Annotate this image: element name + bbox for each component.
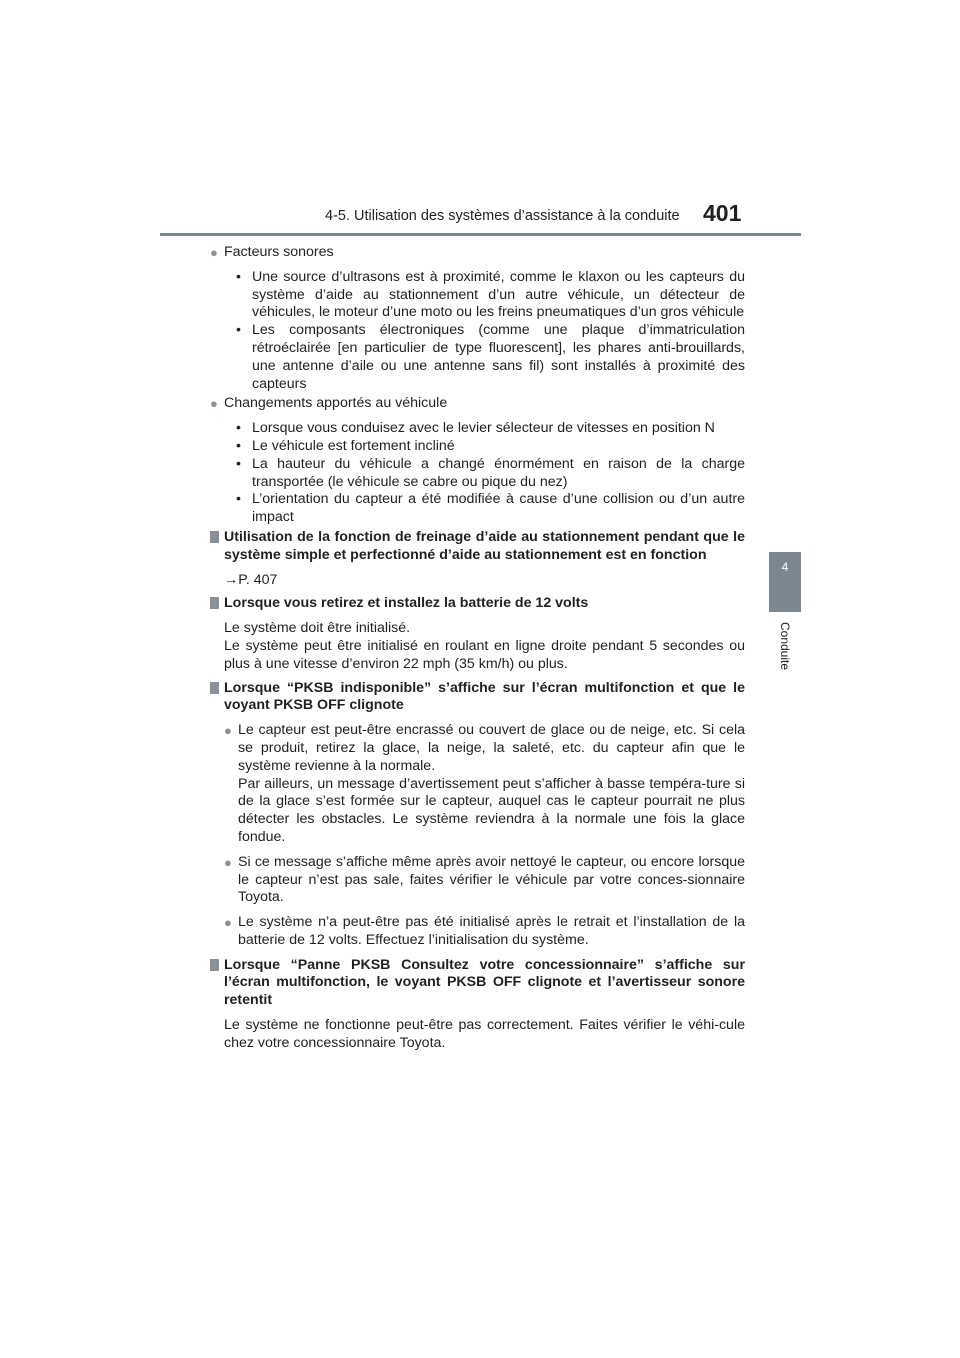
bullet-text: Le système n’a peut-être pas été initialisé après le retrait et l’installation de la batterie de 12 volts. Effectuez l’initialisation du système. (238, 914, 745, 948)
bullet-item (224, 722, 745, 847)
list-item-text: Une source d’ultrasons est à proximité, comme le klaxon ou les capteurs du système d’aide au stationnement d’un autre véhicule, un détecteur de véhicules, le moteur d’une moto ou les freins pneumatiques d’un gros véhicule (252, 268, 745, 321)
chapter-label (769, 612, 801, 682)
bullet-text: Si ce message s’affiche même après avoir nettoyé le capteur, ou encore lorsque le capteur n’est pas sale, faites vérifier le véhicule par votre conces-sionnaire Toyota. (238, 853, 745, 906)
page-content (210, 244, 745, 1059)
section-heading (210, 957, 745, 1010)
section-heading-text: Lorsque “PKSB indisponible” s’affiche sur l’écran multifonction et que le voyant PKSB OFF clignote (224, 679, 745, 714)
dot-icon: • (236, 437, 241, 454)
list-item (236, 438, 745, 456)
sublist-noise (210, 269, 745, 394)
bullet-title: Facteurs sonores (224, 244, 334, 260)
page-reference[interactable]: →P. 407 (224, 571, 278, 588)
bullet-item (224, 914, 745, 950)
chapter-label-text: Conduite (778, 621, 792, 671)
header-rule (160, 233, 801, 236)
square-marker-icon (210, 959, 219, 971)
bullet-icon: ● (224, 915, 232, 931)
bullet-vehicle-changes (210, 395, 745, 413)
section-heading-text: Lorsque vous retirez et installez la batterie de 12 volts (224, 595, 589, 612)
page-number: 401 (703, 200, 742, 226)
square-marker-icon (210, 682, 219, 694)
bullet-text: Le capteur est peut-être encrassé ou couvert de glace ou de neige, etc. Si cela se produit, retirez la glace, la neige, la saleté, etc. du capteur afin que le système revienne à la normale. (238, 722, 745, 774)
bullet-title: Changements apportés au véhicule (224, 395, 448, 412)
section-heading-text: Lorsque “Panne PKSB Consultez votre concessionnaire” s’affiche sur l’écran multifonction, le voyant PKSB OFF clignote et l’avertisseur sonore retentit (224, 956, 745, 1009)
list-item-text: L’orientation du capteur a été modifiée à cause d’une collision ou d’un autre impact (252, 491, 745, 526)
list-item (236, 491, 745, 527)
paragraph-line: Le système doit être initialisé. (224, 620, 411, 637)
list-item-text: Le véhicule est fortement incliné (252, 437, 455, 454)
list-item (236, 420, 745, 438)
bullet-item (224, 854, 745, 907)
bullet-icon: ● (224, 723, 232, 739)
section-heading (210, 680, 745, 716)
bullet-group (210, 722, 745, 950)
section-heading-text: Utilisation de la fonction de freinage d’aide au stationnement pendant que le système simple et perfectionné d’aide au stationnement est en fonction (224, 528, 745, 563)
list-item-text: La hauteur du véhicule a changé énormément en raison de la charge transportée (le véhicule se cabre ou pique du nez) (252, 455, 745, 490)
sublist-changes (210, 420, 745, 527)
chapter-tab: 4 (769, 552, 801, 612)
section-heading (210, 529, 745, 565)
dot-icon: • (236, 491, 241, 508)
dot-icon: • (236, 455, 241, 472)
bullet-text: Par ailleurs, un message d’avertissement peut s’afficher à basse tempéra-ture si de la glace s’est formée sur le capteur, auquel cas le capteur pourrait ne plus détecter les obstacles. Le système reviendra à la normale une fois la glace fondue. (238, 775, 745, 845)
section-title: 4-5. Utilisation des systèmes d’assistance à la conduite (325, 208, 680, 224)
list-item (236, 456, 745, 492)
bullet-noise-factors (210, 244, 745, 262)
bullet-icon: ● (224, 854, 232, 870)
list-item (236, 322, 745, 393)
dot-icon: • (236, 268, 241, 285)
paragraph: Le système ne fonctionne peut-être pas correctement. Faites vérifier le véhi-cule chez votre concessionnaire Toyota. (224, 1017, 745, 1051)
list-item (236, 269, 745, 322)
section-heading (210, 595, 745, 613)
bullet-icon: ● (210, 245, 218, 260)
square-marker-icon (210, 531, 219, 543)
paragraph (210, 620, 745, 673)
dot-icon: • (236, 322, 241, 339)
paragraph-line: Le système peut être initialisé en roulant en ligne droite pendant 5 secondes ou plus à une vitesse d’environ 22 mph (35 km/h) ou plus. (224, 637, 745, 672)
dot-icon: • (236, 420, 241, 437)
list-item-text: Les composants électroniques (comme une plaque d’immatriculation rétroéclairée [en particulier de type fluorescent], les phares anti-brouillards, une antenne d’aile ou une antenne sans fil) sont installés à proximité des capteurs (252, 322, 745, 392)
bullet-icon: ● (210, 396, 218, 412)
square-marker-icon (210, 597, 219, 609)
list-item-text: Lorsque vous conduisez avec le levier sélecteur de vitesses en position N (252, 420, 715, 437)
